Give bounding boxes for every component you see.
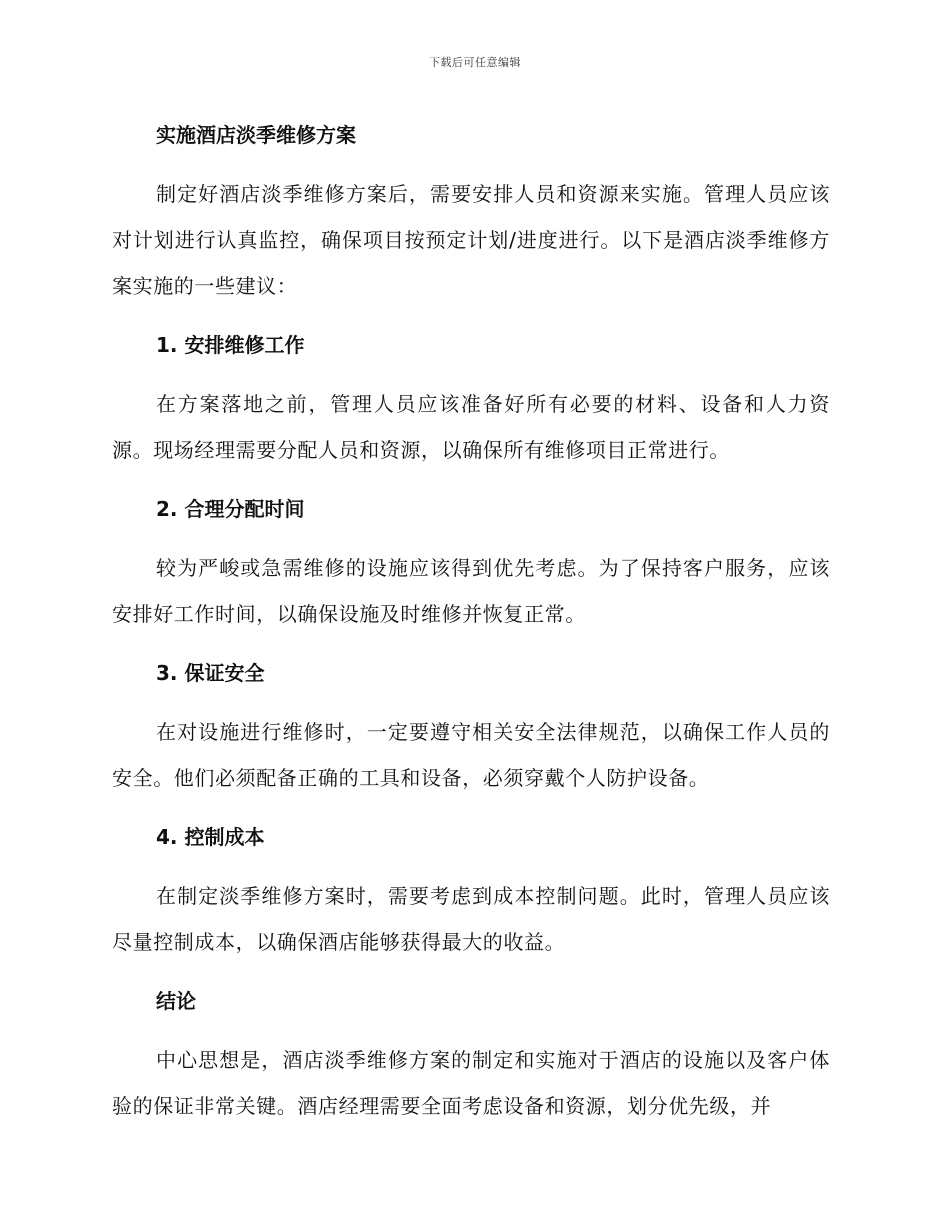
- conclusion-paragraph: 中心思想是，酒店淡季维修方案的制定和实施对于酒店的设施以及客户体验的保证非常关键。酒店经理需要全面考虑设备和资源，划分优先级，并: [112, 1048, 830, 1118]
- section-heading-3: 3. 保证安全: [156, 661, 265, 685]
- section-body-3: 在对设施进行维修时，一定要遵守相关安全法律规范，以确保工作人员的安全。他们必须配备正确的工具和设备，必须穿戴个人防护设备。: [112, 720, 830, 790]
- page-header-note: 下载后可任意编辑: [429, 56, 521, 69]
- section-body-2: 较为严峻或急需维修的设施应该得到优先考虑。为了保持客户服务，应该安排好工作时间，以确保设施及时维修并恢复正常。: [112, 556, 830, 626]
- section-heading-1: 1. 安排维修工作: [156, 333, 305, 357]
- document-body: [112, 112, 830, 1142]
- section-heading-2: 2. 合理分配时间: [156, 497, 305, 521]
- section-body-4: 在制定淡季维修方案时，需要考虑到成本控制问题。此时，管理人员应该尽量控制成本，以确保酒店能够获得最大的收益。: [112, 884, 830, 954]
- intro-paragraph: 制定好酒店淡季维修方案后，需要安排人员和资源来实施。管理人员应该对计划进行认真监控，确保项目按预定计划/进度进行。以下是酒店淡季维修方案实施的一些建议：: [112, 182, 830, 298]
- section-body-1: 在方案落地之前，管理人员应该准备好所有必要的材料、设备和人力资源。现场经理需要分配人员和资源，以确保所有维修项目正常进行。: [112, 392, 830, 462]
- conclusion-heading: 结论: [156, 989, 196, 1013]
- section-heading-4: 4. 控制成本: [156, 825, 265, 849]
- document-title: 实施酒店淡季维修方案: [156, 123, 356, 147]
